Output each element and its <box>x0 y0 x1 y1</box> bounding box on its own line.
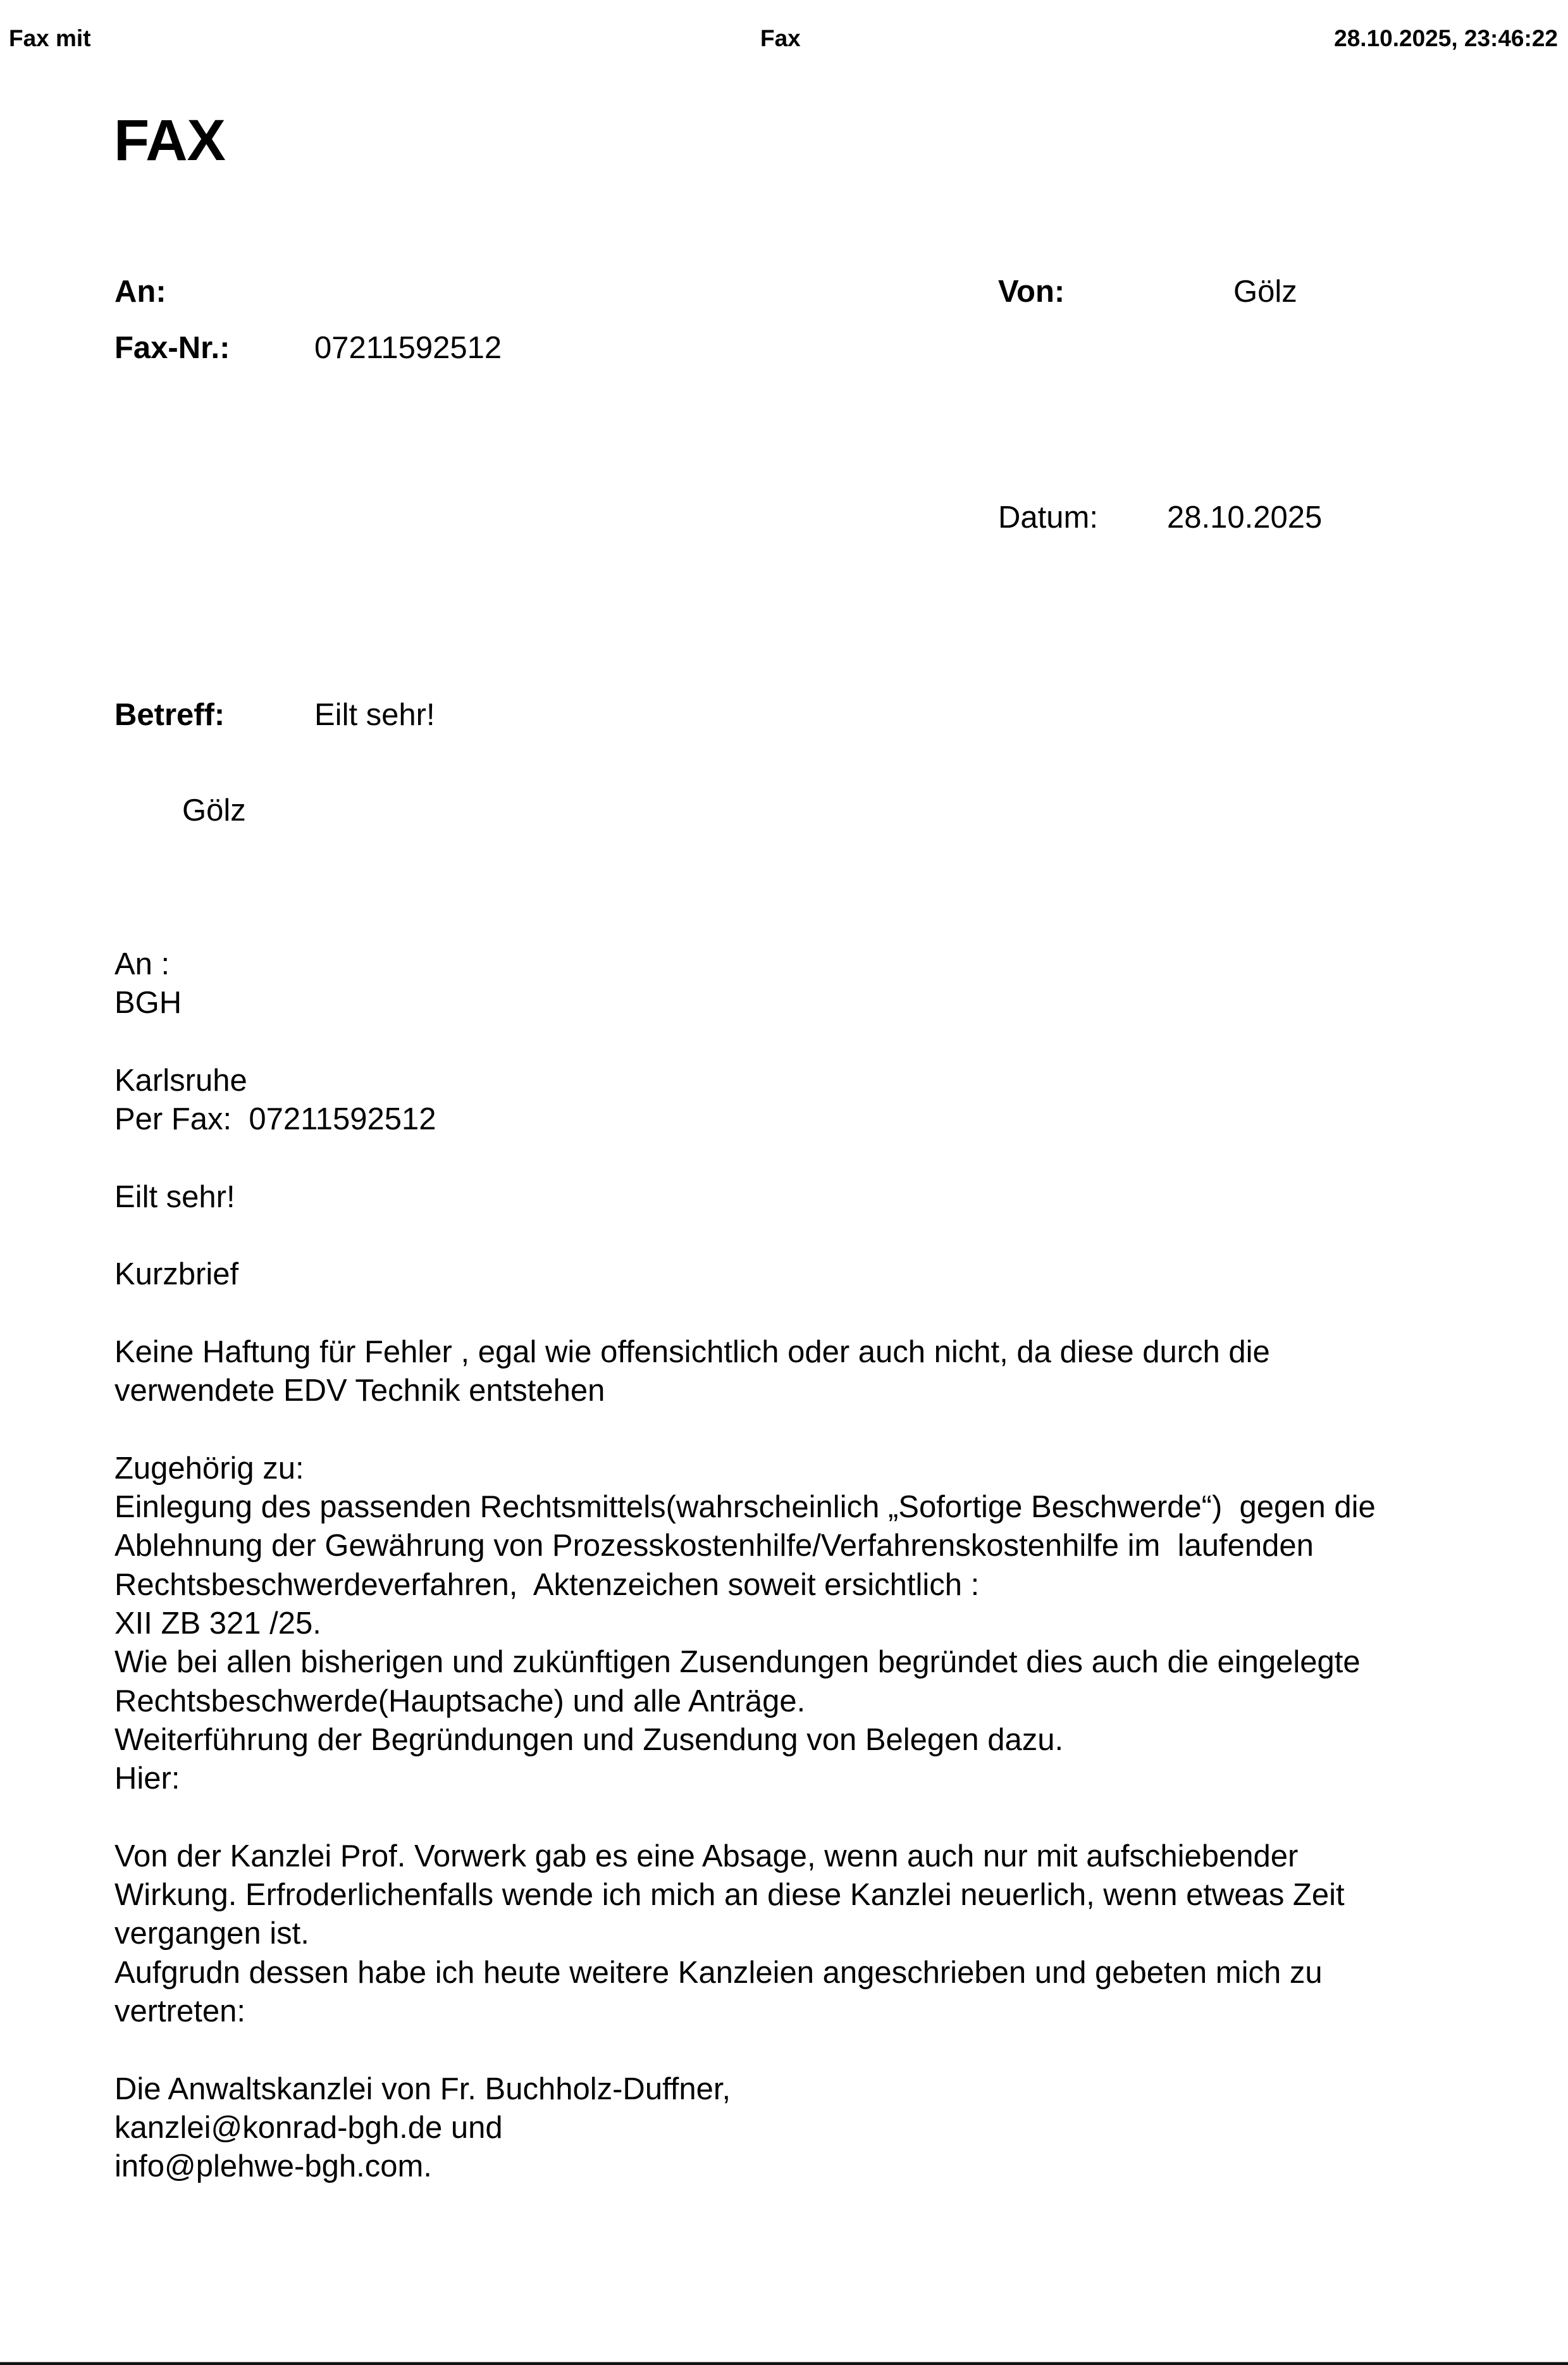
sender-name: Gölz <box>182 793 246 828</box>
body-line: Ablehnung der Gewährung von Prozesskostenhilfe/Verfahrenskostenhilfe im laufenden <box>114 1529 1314 1563</box>
body-line: Wie bei allen bisherigen und zukünftigen Zusendungen begründet dies auch die eingelegte <box>114 1645 1361 1680</box>
from-value: Gölz <box>1233 275 1297 309</box>
body-line <box>114 1139 1474 1177</box>
fax-number-value: 07211592512 <box>314 331 502 365</box>
fax-title: FAX <box>114 108 225 173</box>
body-line <box>114 1294 1474 1333</box>
body-line: vergangen ist. <box>114 1916 309 1951</box>
body-line: verwendete EDV Technik entstehen <box>114 1374 605 1408</box>
print-header-left: Fax mit <box>9 25 91 51</box>
date-label: Datum: <box>998 500 1098 535</box>
body-line <box>114 2031 1474 2070</box>
print-header <box>0 0 1568 70</box>
subject-value: Eilt sehr! <box>314 698 435 732</box>
to-label: An: <box>114 275 166 309</box>
body-line: Hier: <box>114 1761 180 1796</box>
fax-number-label: Fax-Nr.: <box>114 331 230 365</box>
date-value: 28.10.2025 <box>1167 500 1323 535</box>
letter-body <box>114 945 1474 2187</box>
body-line: Einlegung des passenden Rechtsmittels(wahrscheinlich „Sofortige Beschwerde“) gegen die <box>114 1490 1376 1525</box>
body-line: Eilt sehr! <box>114 1179 235 1214</box>
body-line: Die Anwaltskanzlei von Fr. Buchholz-Duffner, <box>114 2071 731 2106</box>
print-header-timestamp: 28.10.2025, 23:46:22 <box>1334 25 1558 51</box>
body-line: Wirkung. Erfroderlichenfalls wende ich mich an diese Kanzlei neuerlich, wenn etweas Zeit <box>114 1878 1345 1913</box>
page-bottom-edge <box>0 2362 1568 2365</box>
body-line: Rechtsbeschwerde(Hauptsache) und alle Anträge. <box>114 1684 806 1718</box>
print-header-title: Fax <box>760 25 801 51</box>
body-line: vertreten: <box>114 1994 245 2029</box>
body-line: Von der Kanzlei Prof. Vorwerk gab es eine Absage, wenn auch nur mit aufschiebender <box>114 1839 1299 1873</box>
body-line: Zugehörig zu: <box>114 1451 304 1486</box>
body-line: Rechtsbeschwerdeverfahren, Aktenzeichen soweit ersichtlich : <box>114 1567 980 1602</box>
body-line: kanzlei@konrad-bgh.de und <box>114 2110 503 2145</box>
body-line: Weiterführung der Begründungen und Zusendung von Belegen dazu. <box>114 1722 1064 1757</box>
subject-label: Betreff: <box>114 698 225 732</box>
body-line: Kurzbrief <box>114 1257 239 1292</box>
body-line <box>114 1411 1474 1449</box>
body-line: Karlsruhe <box>114 1063 247 1098</box>
body-line <box>114 1023 1474 1062</box>
body-line: BGH <box>114 986 182 1021</box>
from-label: Von: <box>998 275 1065 309</box>
body-line: XII ZB 321 /25. <box>114 1606 321 1641</box>
body-line <box>114 1217 1474 1255</box>
body-line: Per Fax: 07211592512 <box>114 1102 436 1137</box>
body-line: Keine Haftung für Fehler , egal wie offensichtlich oder auch nicht, da diese durch die <box>114 1334 1270 1369</box>
body-line: info@plehwe-bgh.com. <box>114 2149 432 2184</box>
body-line: Aufgrudn dessen habe ich heute weitere Kanzleien angeschrieben und gebeten mich zu <box>114 1955 1323 1990</box>
body-line <box>114 1799 1474 1837</box>
body-line: An : <box>114 947 170 981</box>
